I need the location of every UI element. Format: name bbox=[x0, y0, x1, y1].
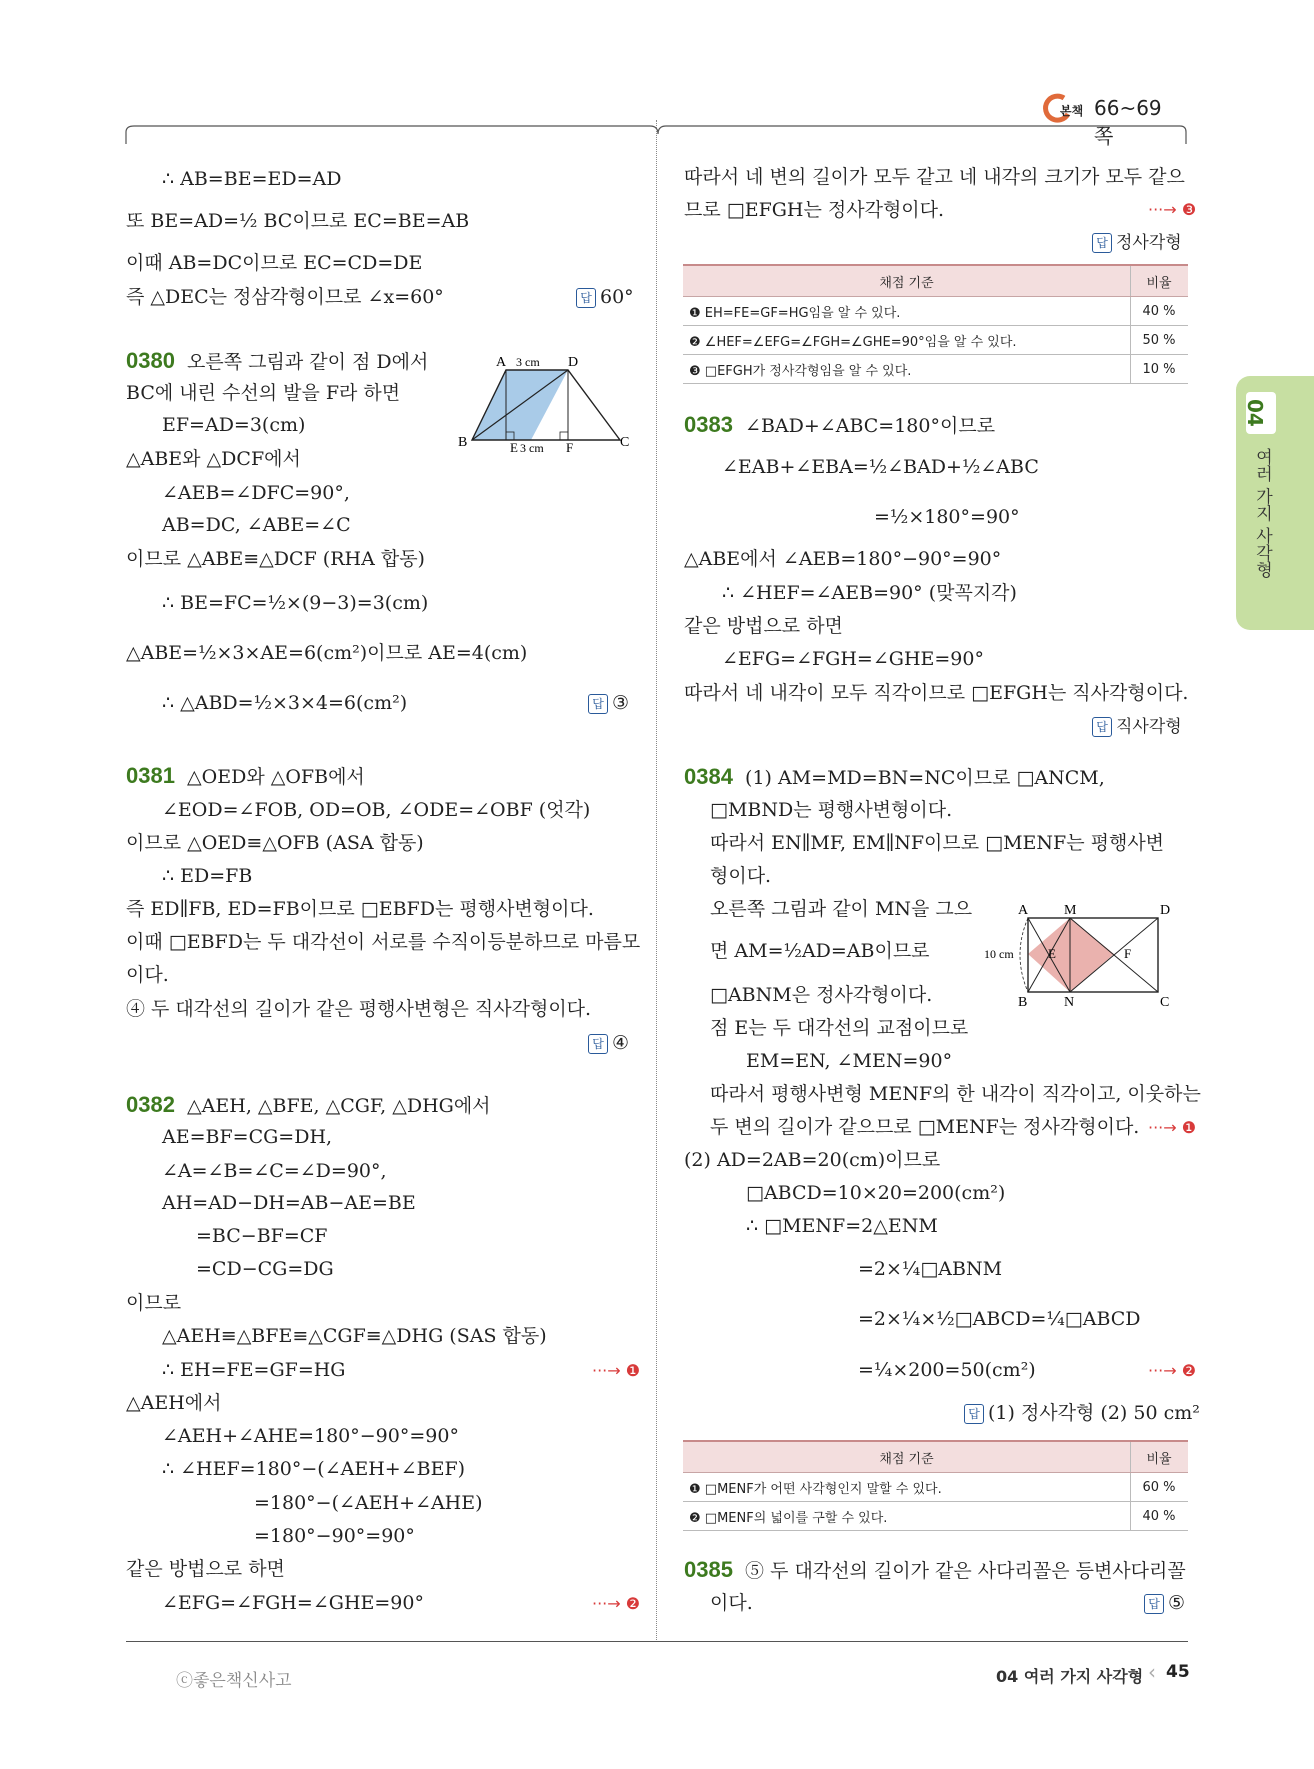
header-pages: 66~69쪽 bbox=[1094, 96, 1162, 148]
p0380-line: △ABE와 △DCF에서 bbox=[126, 448, 301, 470]
p0383-line: ∠EFG=∠FGH=∠GHE=90° bbox=[722, 648, 984, 670]
p0382-mark-2: ···→ ❷ bbox=[592, 1594, 641, 1613]
p0382-line: △AEH에서 bbox=[126, 1392, 222, 1414]
p0381-line: ∠EOD=∠FOB, OD=OB, ∠ODE=∠OBF (엇각) bbox=[162, 799, 591, 821]
header-badge: 본책 bbox=[1060, 104, 1084, 118]
p0384-line: 면 AM=½AD=AB이므로 bbox=[710, 940, 930, 962]
fig2-side-length: 10 cm bbox=[984, 947, 1014, 961]
problem-0380-head bbox=[126, 348, 428, 375]
table-cell: 50 % bbox=[1131, 326, 1189, 355]
p0385-answer bbox=[1144, 1590, 1185, 1616]
right-cont-line: 따라서 네 변의 길이가 모두 같고 네 내각의 크기가 모두 같으 bbox=[684, 166, 1185, 188]
p0384-line: 두 변의 길이가 같으므로 □MENF는 정사각형이다. bbox=[710, 1116, 1140, 1138]
table-row bbox=[683, 355, 1188, 384]
p0382-line: ∠EFG=∠FGH=∠GHE=90° bbox=[162, 1592, 424, 1614]
p0382-line: △AEH≡△BFE≡△CGF≡△DHG (SAS 합동) bbox=[162, 1325, 547, 1347]
table-row bbox=[683, 297, 1188, 326]
table-cell: ❶ EH=FE=GF=HG임을 알 수 있다. bbox=[683, 297, 1131, 326]
table-cell: 40 % bbox=[1131, 1502, 1189, 1531]
p0384-answer bbox=[964, 1400, 1200, 1426]
trapezoid-figure bbox=[456, 352, 636, 452]
problem-number: 0384 bbox=[684, 764, 733, 789]
footer-rule bbox=[126, 1641, 1188, 1642]
fig2-label-F: F bbox=[1124, 946, 1132, 961]
p0385-answer-value: ⑤ bbox=[1168, 1592, 1186, 1614]
p0383-line: ∴ ∠HEF=∠AEB=90° (맞꼭지각) bbox=[722, 582, 1017, 604]
answer-icon: 답 bbox=[1144, 1594, 1164, 1614]
p0381-line: 이다. bbox=[126, 964, 169, 986]
fig-label-B: B bbox=[458, 435, 468, 450]
fig2-label-C: C bbox=[1160, 995, 1170, 1010]
p0380-line: ∴ BE=FC=½×(9−3)=3(cm) bbox=[162, 592, 429, 614]
p0383-line: △ABE에서 ∠AEB=180°−90°=90° bbox=[684, 548, 1002, 570]
problem-0381-head bbox=[126, 763, 365, 790]
p0383-answer bbox=[1092, 713, 1182, 740]
p0381-line: 이때 □EBFD는 두 대각선이 서로를 수직이등분하므로 마름모 bbox=[126, 931, 641, 953]
p0380-line: ∠AEB=∠DFC=90°, bbox=[162, 482, 350, 504]
table-cell: 10 % bbox=[1131, 355, 1189, 384]
p0382-line: 같은 방법으로 하면 bbox=[126, 1558, 285, 1580]
fig2-label-B: B bbox=[1018, 995, 1028, 1010]
fig-bottom-length: 3 cm bbox=[520, 441, 544, 452]
p0382-line: 이므로 bbox=[126, 1292, 182, 1314]
problem-0385-head bbox=[684, 1557, 1186, 1584]
table-cell: ❷ ∠HEF=∠EFG=∠FGH=∠GHE=90°임을 알 수 있다. bbox=[683, 326, 1131, 355]
table-header: 채점 기준 bbox=[683, 265, 1131, 297]
p0384-line: =2×¼×½□ABCD=¼□ABCD bbox=[858, 1308, 1141, 1330]
p0380-line: 오른쪽 그림과 같이 점 D에서 bbox=[187, 351, 429, 373]
p0383-line: ∠EAB+∠EBA=½∠BAD+½∠ABC bbox=[722, 456, 1039, 478]
p0380-line: 이므로 △ABE≡△DCF (RHA 합동) bbox=[126, 548, 425, 570]
p0382-line: ∴ EH=FE=GF=HG bbox=[162, 1359, 346, 1381]
problem-number: 0380 bbox=[126, 348, 175, 373]
answer-icon: 답 bbox=[588, 1034, 608, 1054]
fig-label-C: C bbox=[620, 435, 630, 450]
fig2-label-N: N bbox=[1064, 995, 1075, 1010]
p0381-line: ∴ ED=FB bbox=[162, 865, 253, 887]
p0384-line: (1) AM=MD=BN=NC이므로 □ANCM, bbox=[745, 767, 1105, 789]
p0380-answer-value: ③ bbox=[612, 692, 630, 714]
fig2-label-M: M bbox=[1064, 903, 1077, 918]
table-row bbox=[683, 326, 1188, 355]
fig2-label-A: A bbox=[1018, 903, 1029, 918]
p0380-line: BC에 내린 수선의 발을 F라 하면 bbox=[126, 382, 401, 404]
p0381-line: 즉 ED∥FB, ED=FB이므로 □EBFD는 평행사변형이다. bbox=[126, 898, 594, 920]
p0380-line: ∴ △ABD=½×3×4=6(cm²) bbox=[162, 692, 408, 714]
p0385-line: ⑤ 두 대각선의 길이가 같은 사다리꼴은 등변사다리꼴 bbox=[745, 1560, 1186, 1582]
p0384-line: 따라서 평행사변형 MENF의 한 내각이 직각이고, 이웃하는 bbox=[710, 1083, 1201, 1105]
p0383-line: ∠BAD+∠ABC=180°이므로 bbox=[745, 415, 996, 437]
p0384-line: 오른쪽 그림과 같이 MN을 그으 bbox=[710, 898, 973, 920]
p0382-line: =BC−BF=CF bbox=[196, 1225, 328, 1247]
p0384-line: □ABCD=10×20=200(cm²) bbox=[746, 1182, 1006, 1204]
p0384-line: 점 E는 두 대각선의 교점이므로 bbox=[710, 1017, 969, 1039]
p0383-line: =½×180°=90° bbox=[874, 506, 1020, 528]
table-header: 비율 bbox=[1131, 1441, 1189, 1473]
p0383-line: 같은 방법으로 하면 bbox=[684, 615, 843, 637]
fig-label-D: D bbox=[568, 355, 579, 370]
p0380-answer bbox=[588, 690, 629, 716]
p0384-line: (2) AD=2AB=20(cm)이므로 bbox=[684, 1149, 941, 1171]
fig2-label-E: E bbox=[1048, 946, 1056, 961]
top-answer-value: 60° bbox=[600, 286, 634, 308]
p0381-answer bbox=[588, 1030, 629, 1056]
answer-icon: 답 bbox=[588, 694, 608, 714]
side-tab-title: 여러 가지 사각형 bbox=[1252, 448, 1272, 578]
footer-publisher: ⓒ좋은책신사고 bbox=[176, 1671, 292, 1691]
p0382-line: =CD−CG=DG bbox=[196, 1258, 334, 1280]
rectangle-figure bbox=[984, 900, 1194, 1010]
p0382-line: △AEH, △BFE, △CGF, △DHG에서 bbox=[187, 1095, 491, 1117]
fig-label-A: A bbox=[496, 355, 507, 370]
p0381-line: ④ 두 대각선의 길이가 같은 평행사변형은 직사각형이다. bbox=[126, 998, 592, 1020]
footer-chevron-icon: ‹ bbox=[1148, 1660, 1156, 1684]
p0384-answer-value: (1) 정사각형 (2) 50 cm² bbox=[988, 1402, 1200, 1424]
p0382-line: AE=BF=CG=DH, bbox=[162, 1126, 333, 1148]
fig-label-F: F bbox=[566, 440, 574, 452]
p0385-line: 이다. bbox=[710, 1592, 753, 1614]
footer-chapter: 04 여러 가지 사각형 bbox=[996, 1667, 1144, 1686]
problem-0382-head bbox=[126, 1092, 491, 1119]
p0384-mark-2: ···→ ❷ bbox=[1148, 1361, 1197, 1380]
answer-icon: 답 bbox=[1092, 233, 1112, 253]
answer-icon: 답 bbox=[964, 1404, 984, 1424]
table-cell: 60 % bbox=[1131, 1473, 1189, 1502]
p0383-line: 따라서 네 내각이 모두 직각이므로 □EFGH는 직사각형이다. bbox=[684, 682, 1189, 704]
table-cell: 40 % bbox=[1131, 297, 1189, 326]
p0382-line: =180°−(∠AEH+∠AHE) bbox=[254, 1492, 483, 1514]
grading-table-2 bbox=[683, 1440, 1188, 1531]
problem-number: 0381 bbox=[126, 763, 175, 788]
table-row bbox=[683, 1473, 1188, 1502]
left-top-line-2: 또 BE=AD=½ BC이므로 EC=BE=AB bbox=[126, 210, 470, 232]
p0384-line: =¼×200=50(cm²) bbox=[858, 1359, 1036, 1381]
top-frame bbox=[120, 118, 1190, 148]
fig-top-length: 3 cm bbox=[516, 355, 540, 369]
p0383-answer-value: 직사각형 bbox=[1116, 717, 1182, 737]
left-top-line-4: 즉 △DEC는 정삼각형이므로 ∠x=60° bbox=[126, 286, 444, 308]
p0384-line: 형이다. bbox=[710, 865, 772, 887]
p0380-line: △ABE=½×3×AE=6(cm²)이므로 AE=4(cm) bbox=[126, 642, 528, 664]
right-cont-answer-value: 정사각형 bbox=[1116, 233, 1182, 253]
right-cont-mark: ···→ ❸ bbox=[1148, 200, 1197, 219]
p0382-line: ∠AEH+∠AHE=180°−90°=90° bbox=[162, 1425, 459, 1447]
footer-page-number: 45 bbox=[1166, 1662, 1190, 1682]
problem-number: 0382 bbox=[126, 1092, 175, 1117]
table-cell: ❷ □MENF의 넓이를 구할 수 있다. bbox=[683, 1502, 1131, 1531]
top-answer bbox=[576, 284, 634, 310]
p0384-line: □ABNM은 정사각형이다. bbox=[710, 984, 933, 1006]
p0384-line: =2×¼□ABNM bbox=[858, 1258, 1003, 1280]
p0382-line: AH=AD−DH=AB−AE=BE bbox=[162, 1192, 416, 1214]
p0381-line: 이므로 △OED≡△OFB (ASA 합동) bbox=[126, 832, 424, 854]
table-row bbox=[683, 1502, 1188, 1531]
table-header: 채점 기준 bbox=[683, 1441, 1131, 1473]
problem-0384-head bbox=[684, 764, 1105, 791]
p0384-line: □MBND는 평행사변형이다. bbox=[710, 799, 953, 821]
table-header: 비율 bbox=[1131, 265, 1189, 297]
left-top-line-1: ∴ AB=BE=ED=AD bbox=[162, 168, 342, 190]
p0384-line: ∴ □MENF=2△ENM bbox=[746, 1215, 938, 1237]
problem-number: 0383 bbox=[684, 412, 733, 437]
answer-icon: 답 bbox=[1092, 717, 1112, 737]
problem-number: 0385 bbox=[684, 1557, 733, 1582]
p0380-line: EF=AD=3(cm) bbox=[162, 414, 306, 436]
left-top-line-3: 이때 AB=DC이므로 EC=CD=DE bbox=[126, 252, 423, 274]
table-cell: ❶ □MENF가 어떤 사각형인지 말할 수 있다. bbox=[683, 1473, 1131, 1502]
p0384-mark-1: ···→ ❶ bbox=[1148, 1118, 1197, 1137]
p0384-line: 따라서 EN∥MF, EM∥NF이므로 □MENF는 평행사변 bbox=[710, 832, 1165, 854]
p0381-line: △OED와 △OFB에서 bbox=[187, 766, 365, 788]
fig-label-E: E bbox=[510, 440, 518, 452]
right-cont-line: 므로 □EFGH는 정사각형이다. bbox=[684, 199, 945, 221]
table-cell: ❸ □EFGH가 정사각형임을 알 수 있다. bbox=[683, 355, 1131, 384]
answer-icon: 답 bbox=[576, 288, 596, 308]
p0382-line: ∴ ∠HEF=180°−(∠AEH+∠BEF) bbox=[162, 1458, 466, 1480]
p0380-line: AB=DC, ∠ABE=∠C bbox=[162, 514, 351, 536]
p0382-mark-1: ···→ ❶ bbox=[592, 1361, 641, 1380]
column-divider bbox=[656, 120, 657, 1640]
problem-0383-head bbox=[684, 412, 995, 439]
p0384-line: EM=EN, ∠MEN=90° bbox=[746, 1050, 953, 1072]
fig2-label-D: D bbox=[1160, 903, 1171, 918]
grading-table-1 bbox=[683, 264, 1188, 384]
right-cont-answer bbox=[1092, 229, 1182, 256]
side-tab-num: 04 bbox=[1246, 392, 1276, 434]
p0382-line: =180°−90°=90° bbox=[254, 1525, 415, 1547]
p0381-answer-value: ④ bbox=[612, 1032, 630, 1054]
p0382-line: ∠A=∠B=∠C=∠D=90°, bbox=[162, 1160, 387, 1182]
